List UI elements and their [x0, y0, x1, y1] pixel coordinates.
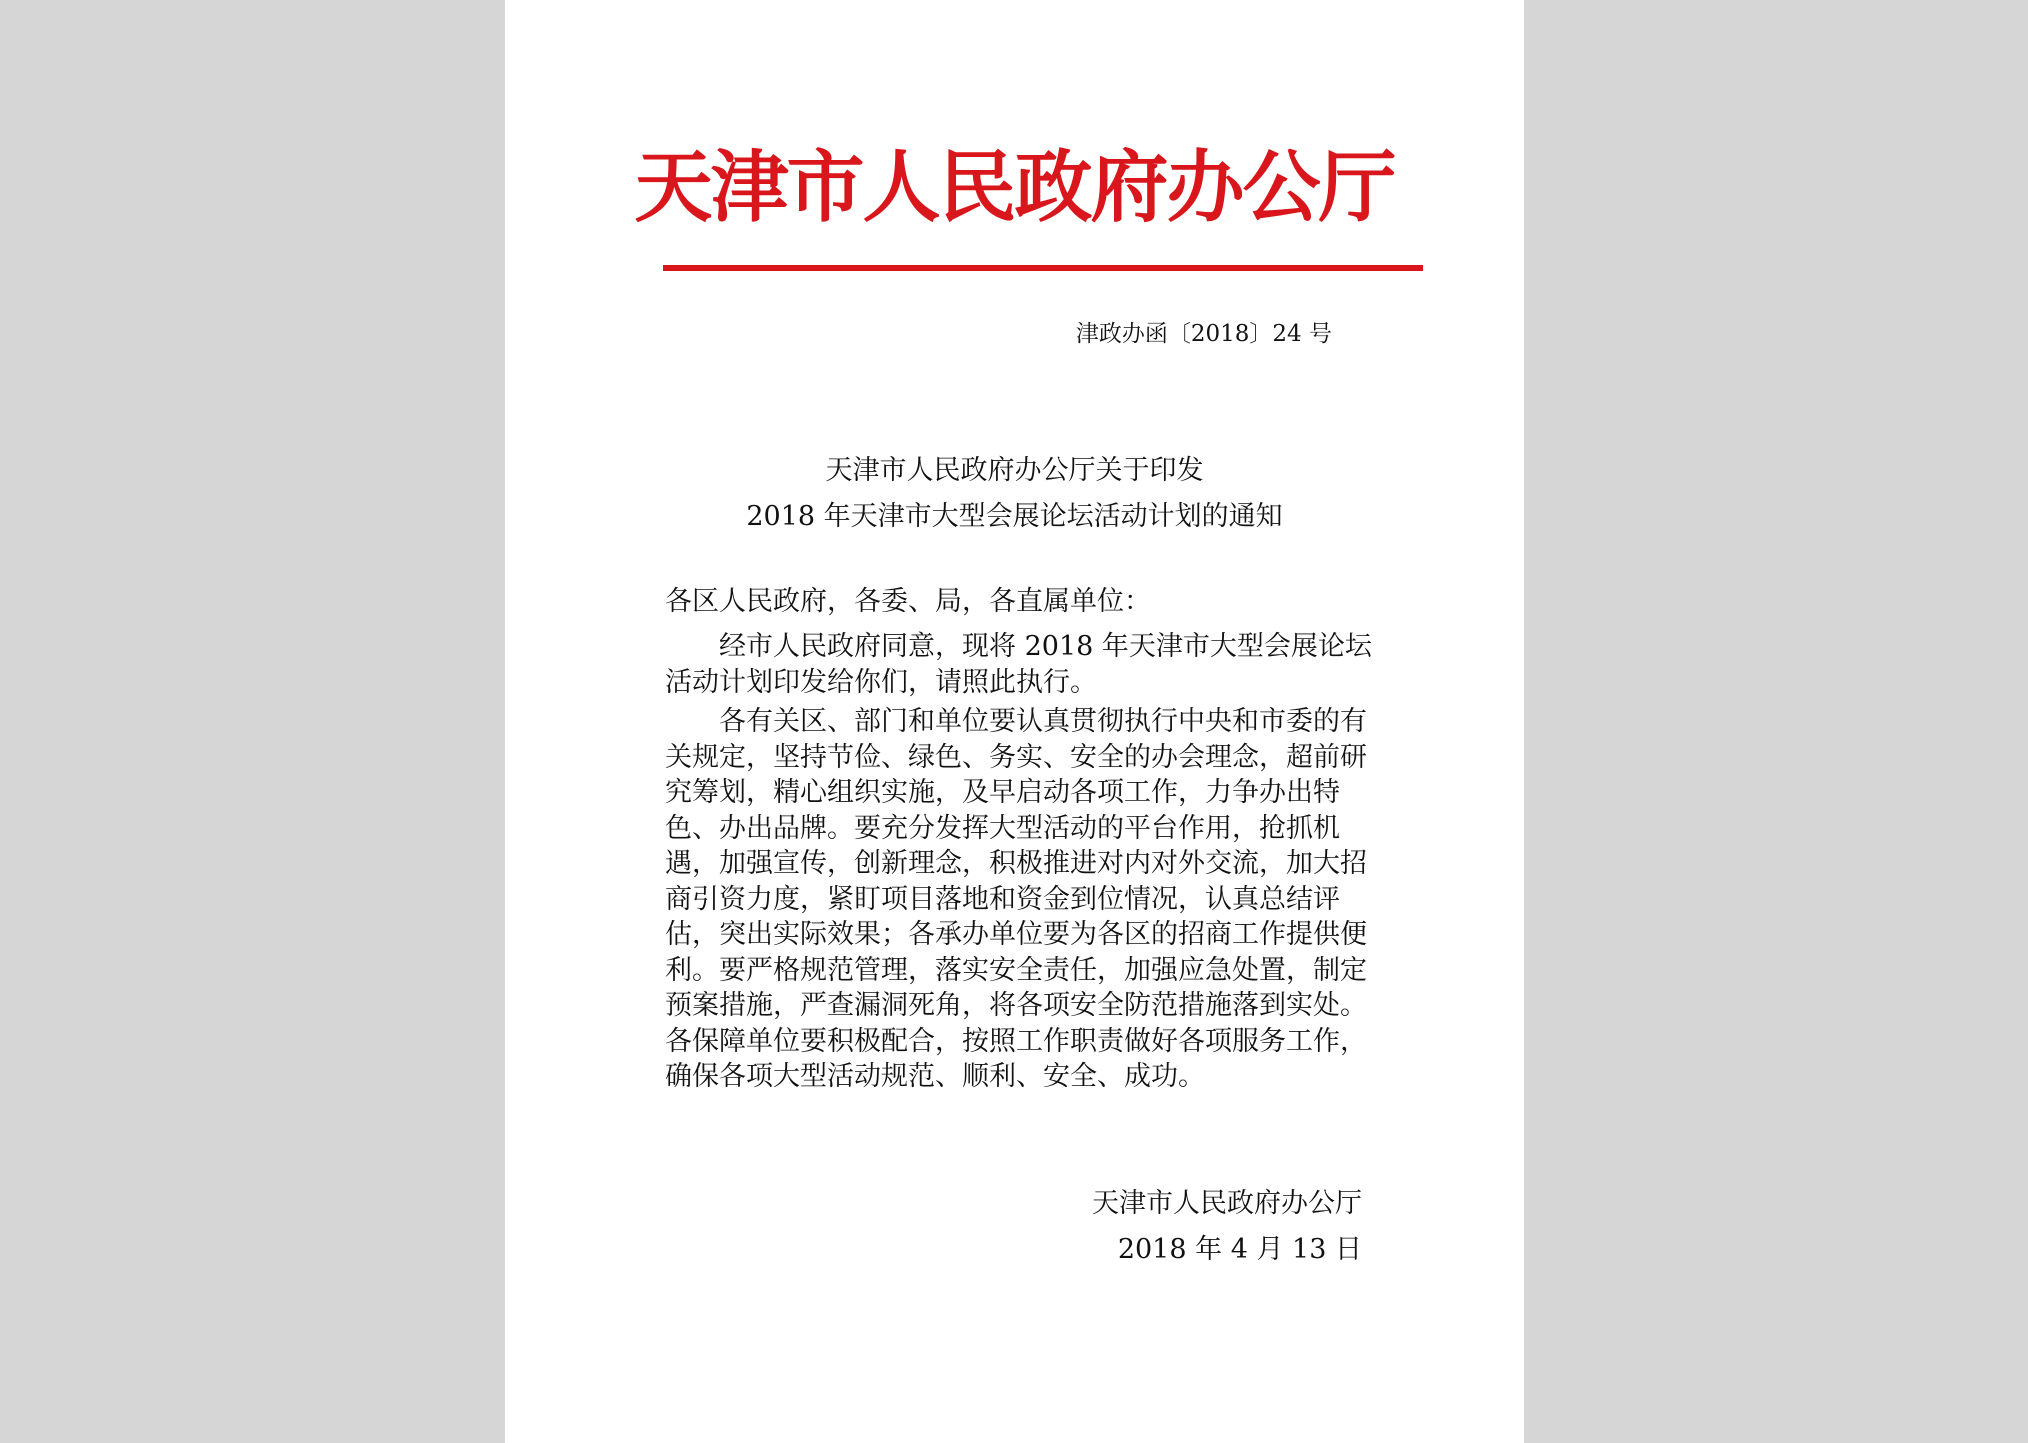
- document-number: 津政办函〔2018〕24 号: [1075, 321, 1332, 347]
- document-page: [505, 0, 1524, 1443]
- signature-date: 2018 年 4 月 13 日: [1117, 1234, 1362, 1265]
- body-paragraph-2: 各有关区、部门和单位要认真贯彻执行中央和市委的有关规定，坚持节俭、绿色、务实、安全的办会理念，超前研究筹划，精心组织实施，及早启动各项工作，力争办出特色、办出品牌。要充分发挥大型活动的平台作用，抢抓机遇，加强宣传，创新理念，积极推进对内对外交流，加大招商引资力度，紧盯项目落地和资金到位情况，认真总结评估，突出实际效果；各承办单位要为各区的招商工作提供便利。要严格规范管理，落实安全责任，加强应急处置，制定预案措施，严查漏洞死角，将各项安全防范措施落到实处。各保障单位要积极配合，按照工作职责做好各项服务工作，确保各项大型活动规范、顺利、安全、成功。: [665, 706, 1367, 1092]
- document-title-line-1: 天津市人民政府办公厅关于印发: [825, 455, 1204, 486]
- salutation: 各区人民政府，各委、局，各直属单位：: [665, 586, 1151, 617]
- document-title-line-2: 2018 年天津市大型会展论坛活动计划的通知: [746, 501, 1283, 532]
- red-header-rule: [663, 265, 1423, 271]
- issuing-authority-header: 天津市人民政府办公厅: [634, 142, 1395, 233]
- body-paragraph-1: 经市人民政府同意，现将 2018 年天津市大型会展论坛活动计划印发给你们，请照此执行。: [665, 631, 1372, 698]
- signature-organization: 天津市人民政府办公厅: [1092, 1188, 1362, 1219]
